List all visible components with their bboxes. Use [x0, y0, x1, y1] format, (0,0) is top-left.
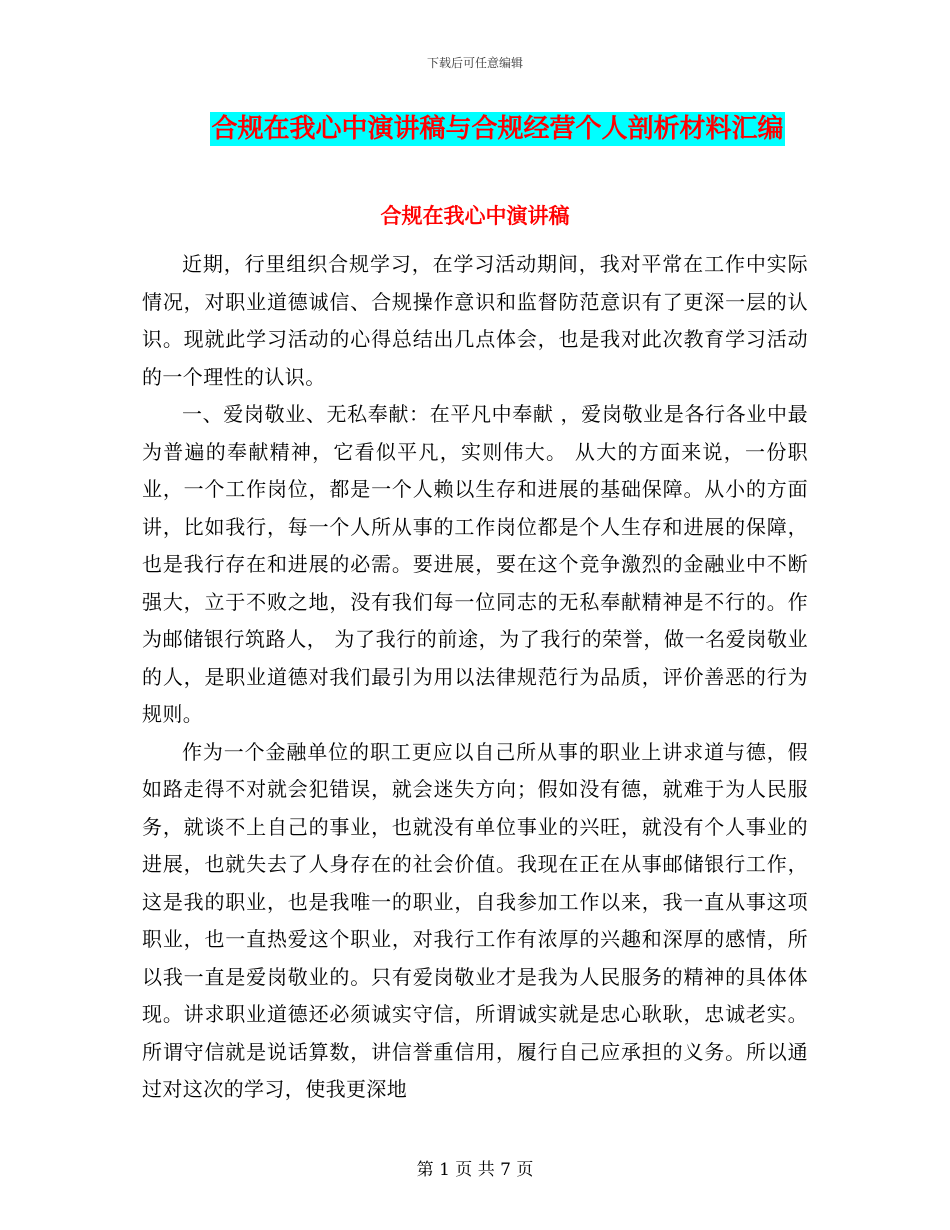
- document-body: [142, 246, 808, 1109]
- main-title: 合规在我心中演讲稿与合规经营个人剖析材料汇编: [211, 114, 784, 144]
- header-note: 下载后可任意编辑: [426, 56, 523, 70]
- main-title-container: [0, 112, 950, 146]
- paragraph-3: 作为一个金融单位的职工更应以自己所从事的职业上讲求道与德，假如路走得不对就会犯错误，就会迷失方向；假如没有德，就难于为人民服务，就谈不上自己的事业，也就没有单位事业的兴旺，就没有个人事业的进展，也就失去了人身存在的社会价值。我现在正在从事邮储银行工作，这是我的职业，也是我唯一的职业，自我参加工作以来，我一直从事这项职业，也一直热爱这个职业，对我行工作有浓厚的兴趣和深厚的感情，所以我一直是爱岗敬业的。只有爱岗敬业才是我为人民服务的精神的具体体现。讲求职业道德还必须诚实守信，所谓诚实就是忠心耿耿，忠诚老实。所谓守信就是说话算数，讲信誉重信用，履行自己应承担的义务。所以通过对这次的学习，使我更深地: [142, 739, 808, 1101]
- paragraph-1: 近期，行里组织合规学习，在学习活动期间，我对平常在工作中实际情况，对职业道德诚信、合规操作意识和监督防范意识有了更深一层的认识。现就此学习活动的心得总结出几点体会，也是我对此次教育学习活动的一个理性的认识。: [142, 252, 808, 389]
- paragraph-2: 一、爱岗敬业、无私奉献：在平凡中奉献 ，爱岗敬业是各行各业中最为普遍的奉献精神，它看似平凡，实则伟大。 从大的方面来说，一份职业，一个工作岗位，都是一个人赖以生存和进展的基础保障。从小的方面讲，比如我行，每一个人所从事的工作岗位都是个人生存和进展的保障，也是我行存在和进展的必需。要进展，要在这个竞争激烈的金融业中不断强大，立于不败之地，没有我们每一位同志的无私奉献精神是不行的。作为邮储银行筑路人， 为了我行的前途，为了我行的荣誉，做一名爱岗敬业的人，是职业道德对我们最引为用以法律规范行为品质，评价善恶的行为规则。: [142, 402, 808, 726]
- page-footer: 第 1 页 共 7 页: [416, 1160, 534, 1180]
- section-title: 合规在我心中演讲稿: [380, 204, 570, 228]
